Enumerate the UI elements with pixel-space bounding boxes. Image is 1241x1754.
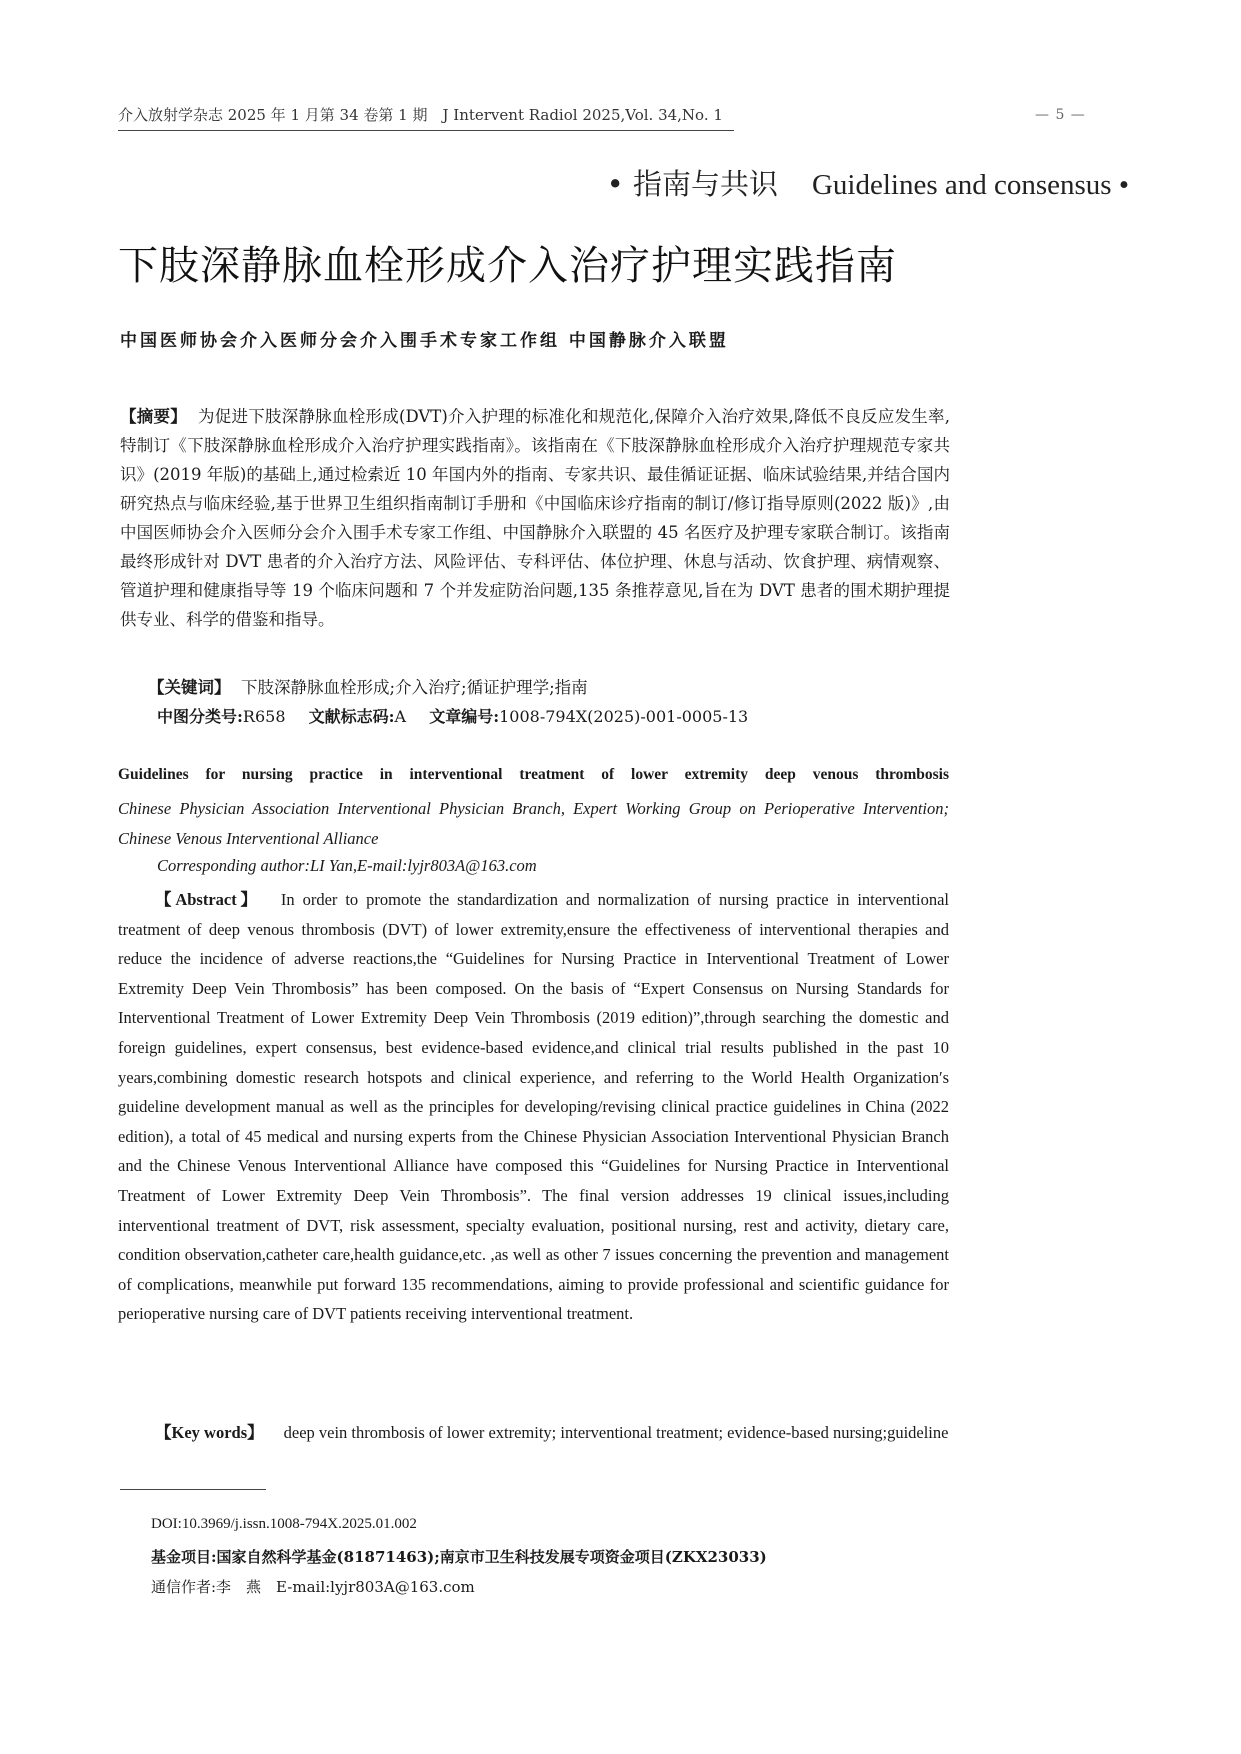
doc-code-value: A: [394, 707, 407, 726]
section-label-cn: • 指南与共识: [606, 167, 778, 201]
page-title: 下肢深静脉血栓形成介入治疗护理实践指南: [118, 243, 897, 289]
footnote-corresponding: 通信作者:李 燕 E-mail:lyjr803A@163.com: [151, 1578, 475, 1596]
section-label: [607, 162, 1129, 203]
keywords-cn-label: 【关键词】: [148, 678, 231, 697]
doc-code-label: 文献标志码:: [308, 707, 395, 726]
classification-line: [157, 704, 748, 727]
abstract-cn: [120, 402, 950, 634]
article-no-label: 文章编号:: [429, 707, 500, 726]
footnote-doi: DOI:10.3969/j.issn.1008-794X.2025.01.002: [151, 1516, 417, 1532]
english-title: Guidelines for nursing practice in interventional treatment of lower extremity deep venous thrombosis: [118, 766, 949, 783]
footnote-funding: 基金项目:国家自然科学基金(81871463);南京市卫生科技发展专项资金项目(ZKX23033): [151, 1548, 767, 1566]
footnote-divider: [120, 1489, 266, 1490]
clc-label: 中图分类号:: [157, 707, 243, 726]
running-head: 介入放射学杂志 2025 年 1 月第 34 卷第 1 期 J Intervent Radiol 2025,Vol. 34,No. 1: [118, 104, 734, 131]
page-number: — 5 —: [1035, 107, 1086, 123]
english-abstract-label: 【Abstract】: [155, 890, 261, 909]
english-authors: Chinese Physician Association Interventional Physician Branch, Expert Working Group on Perioperative Intervention; Chinese Venous Interventional Alliance: [118, 799, 949, 848]
english-corresponding-author: Corresponding author:LI Yan,E-mail:lyjr803A@163.com: [157, 856, 537, 875]
english-abstract-text: In order to promote the standardization and normalization of nursing practice in interventional treatment of deep venous thrombosis (DVT) of lower extremity,ensure the effectiveness of interventional therapies and reduce the incidence of adverse reactions,the “Guidelines for Nursing Practice in Interventional Treatment of Lower Extremity Deep Vein Thrombosis” has been composed. On the basis of “Expert Consensus on Nursing Standards for Interventional Treatment of Lower Extremity Deep Vein Thrombosis (2019 edition)”,through searching the domestic and foreign guidelines, expert consensus, best evidence-based evidence,and clinical trial results published in the past 10 years,combining domestic research hotspots and clinical experience, and referring to the World Health Organization′s guideline development manual as well as the principles for developing/revising clinical practice guidelines in China (2022 edition), a total of 45 medical and nursing experts from the Chinese Physician Association Interventional Physician Branch and the Chinese Venous Interventional Alliance have composed this “Guidelines for Nursing Practice in Interventional Treatment of Lower Extremity Deep Vein Thrombosis”. The final version addresses 19 clinical issues,including interventional treatment of DVT, risk assessment, specialty evaluation, positional nursing, rest and activity, dietary care, condition observation,catheter care,health guidance,etc. ,as well as other 7 issues concerning the prevention and management of complications, meanwhile put forward 135 recommendations, aiming to provide professional and scientific guidance for perioperative nursing care of DVT patients receiving interventional treatment.: [118, 890, 949, 1324]
english-keywords: [118, 1418, 949, 1448]
authors-cn: 中国医师协会介入医师分会介入围手术专家工作组 中国静脉介入联盟: [120, 331, 729, 351]
abstract-cn-label: 【摘要】: [120, 407, 188, 426]
english-keywords-text: deep vein thrombosis of lower extremity; interventional treatment; evidence-based nursing;guideline: [283, 1423, 949, 1442]
clc-value: R658: [242, 707, 286, 726]
keywords-cn-text: 下肢深静脉血栓形成;介入治疗;循证护理学;指南: [241, 678, 588, 697]
keywords-cn: [148, 674, 588, 698]
section-label-en: Guidelines and consensus •: [811, 169, 1129, 201]
article-no-value: 1008-794X(2025)-001-0005-13: [499, 707, 749, 726]
english-keywords-label: 【Key words】: [155, 1423, 264, 1442]
abstract-cn-text: 为促进下肢深静脉血栓形成(DVT)介入护理的标准化和规范化,保障介入治疗效果,降低不良反应发生率,特制订《下肢深静脉血栓形成介入治疗护理实践指南》。该指南在《下肢深静脉血栓形成介入治疗护理规范专家共识》(2019 年版)的基础上,通过检索近 10 年国内外的指南、专家共识、最佳循证证据、临床试验结果,并结合国内研究热点与临床经验,基于世界卫生组织指南制订手册和《中国临床诊疗指南的制订/修订指导原则(2022 版)》,由中国医师协会介入医师分会介入围手术专家工作组、中国静脉介入联盟的 45 名医疗及护理专家联合制订。该指南最终形成针对 DVT 患者的介入治疗方法、风险评估、专科评估、体位护理、休息与活动、饮食护理、病情观察、管道护理和健康指导等 19 个临床问题和 7 个并发症防治问题,135 条推荐意见,旨在为 DVT 患者的围术期护理提供专业、科学的借鉴和指导。: [120, 407, 950, 629]
english-abstract: [118, 885, 949, 1329]
